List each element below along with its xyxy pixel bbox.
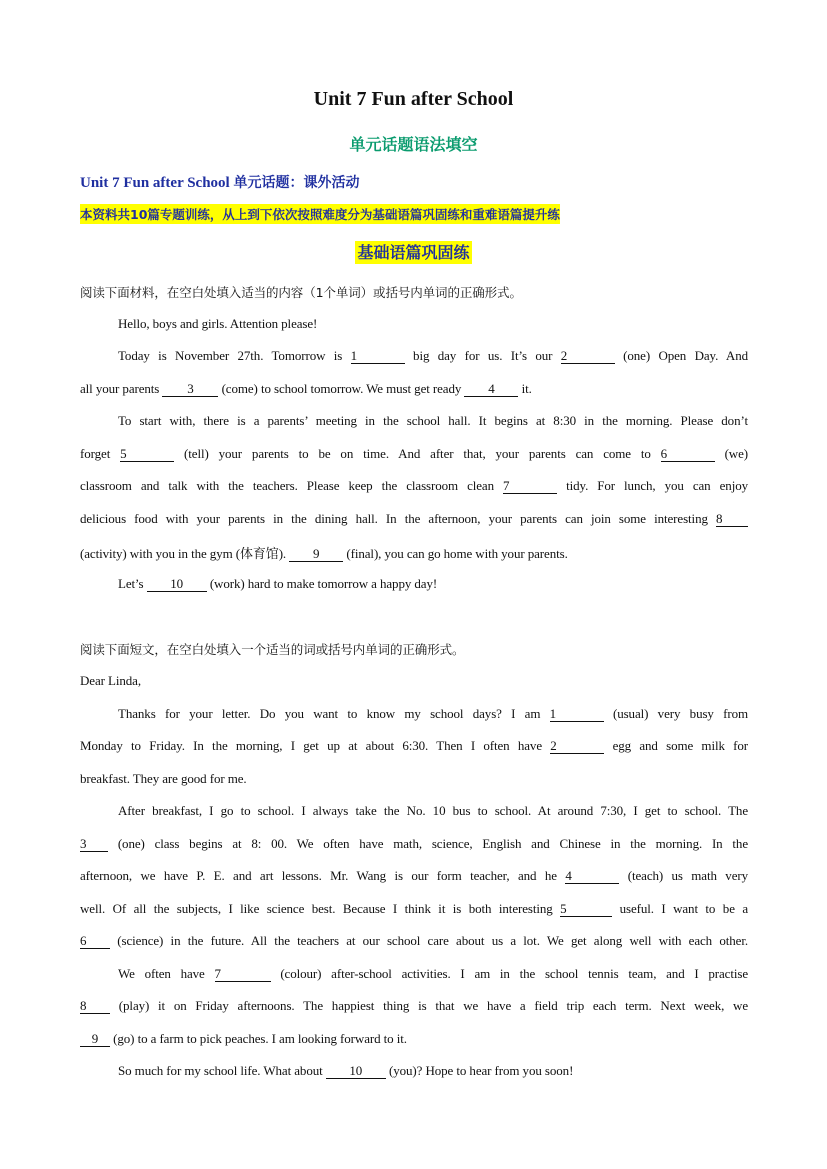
passage1-line: To start with, there is a parents’ meeting in the school hall. It begins at 8:30 in the morning. Please don’t xyxy=(118,413,748,428)
blank-4[interactable]: 4 xyxy=(464,382,518,397)
blank-2[interactable]: 2 xyxy=(550,739,604,754)
blank-7[interactable]: 7 xyxy=(215,967,271,982)
document-subtitle: 单元话题语法填空 xyxy=(349,135,478,154)
blank-6[interactable]: 6 xyxy=(661,447,715,462)
passage2-greeting: Dear Linda, xyxy=(80,673,141,688)
passage2-line: We often have 7 (colour) after-school activities. I am in the school tennis team, and I practise xyxy=(118,966,749,981)
passage1-line: forget 5 (tell) your parents to be on time. And after that, your parents can come to 6 (we) xyxy=(80,446,748,461)
passage2-line: 6 (science) in the future. All the teachers at our school care about us a lot. We get along well with each other. xyxy=(80,933,748,948)
passage2-line: breakfast. They are good for me. xyxy=(80,771,247,786)
blank-9[interactable]: 9 xyxy=(289,547,343,562)
blank-6[interactable]: 6 xyxy=(80,934,110,949)
blank-4[interactable]: 4 xyxy=(565,869,619,884)
passage2-line: Monday to Friday. In the morning, I get up at about 6:30. Then I often have 2 egg and some milk for xyxy=(80,738,749,753)
topic-chinese: 单元话题：课外活动 xyxy=(233,175,360,191)
passage2-line: After breakfast, I go to school. I always take the No. 10 bus to school. At around 7:30, I get to school. The xyxy=(118,803,748,818)
passage1-line: delicious food with your parents in the dining hall. In the afternoon, your parents can join some interesting 8 xyxy=(80,511,748,527)
document-title: Unit 7 Fun after School xyxy=(313,88,514,110)
blank-7[interactable]: 7 xyxy=(503,479,557,494)
topic-line xyxy=(80,172,359,192)
blank-10[interactable]: 10 xyxy=(147,577,207,592)
blank-9[interactable]: 9 xyxy=(80,1032,110,1047)
passage1-line: Let’s 10 (work) hard to make tomorrow a happy day! xyxy=(118,576,438,591)
passage2-line: So much for my school life. What about 10 (you)? Hope to hear from you soon! xyxy=(118,1063,574,1078)
blank-8[interactable]: 8 xyxy=(80,999,110,1014)
passage2-line: well. Of all the subjects, I like science best. Because I think it is both interesting 5 useful. I want to be a xyxy=(80,901,748,916)
blank-8[interactable]: 8 xyxy=(716,512,748,527)
blank-1[interactable]: 1 xyxy=(351,349,405,364)
passage1-line: all your parents 3 (come) to school tomorrow. We must get ready 4 it. xyxy=(80,381,532,396)
passage1-line: (activity) with you in the gym (体育馆). 9 (final), you can go home with your parents. xyxy=(80,546,568,561)
passage1-instruction: 阅读下面材料，在空白处填入适当的内容（1个单词）或括号内单词的正确形式。 xyxy=(80,285,522,300)
blank-3[interactable]: 3 xyxy=(162,382,218,397)
highlight-note: 本资料共10篇专题训练，从上到下依次按照难度分为基础语篇巩固练和重难语篇提升练 xyxy=(80,204,560,224)
topic-english: Unit 7 Fun after School xyxy=(80,175,230,191)
passage1-greeting: Hello, boys and girls. Attention please! xyxy=(118,316,318,331)
passage2-instruction: 阅读下面短文，在空白处填入一个适当的词或括号内单词的正确形式。 xyxy=(80,642,465,657)
blank-2[interactable]: 2 xyxy=(561,349,615,364)
blank-5[interactable]: 5 xyxy=(120,447,174,462)
blank-5[interactable]: 5 xyxy=(560,902,612,917)
blank-3[interactable]: 3 xyxy=(80,837,108,852)
passage2-line: afternoon, we have P. E. and art lessons. Mr. Wang is our form teacher, and he 4 (teach) us math very xyxy=(80,868,748,883)
blank-1[interactable]: 1 xyxy=(550,707,604,722)
passage2-line: 3 (one) class begins at 8: 00. We often have math, science, English and Chinese in the morning. In the xyxy=(80,836,748,851)
passage2-line: 9 (go) to a farm to pick peaches. I am looking forward to it. xyxy=(80,1031,748,1047)
section-heading: 基础语篇巩固练 xyxy=(357,243,470,262)
blank-10[interactable]: 10 xyxy=(326,1064,386,1079)
passage2-line: 8 (play) it on Friday afternoons. The happiest thing is that we have a field trip each term. Next week, we xyxy=(80,998,749,1013)
passage2-line: Thanks for your letter. Do you want to know my school days? I am 1 (usual) very busy from xyxy=(118,706,749,721)
passage1-line: Today is November 27th. Tomorrow is 1 big day for us. It’s our 2 (one) Open Day. And xyxy=(118,348,749,363)
passage1-line: classroom and talk with the teachers. Please keep the classroom clean 7 tidy. For lunch, you can enjoy xyxy=(80,478,749,493)
